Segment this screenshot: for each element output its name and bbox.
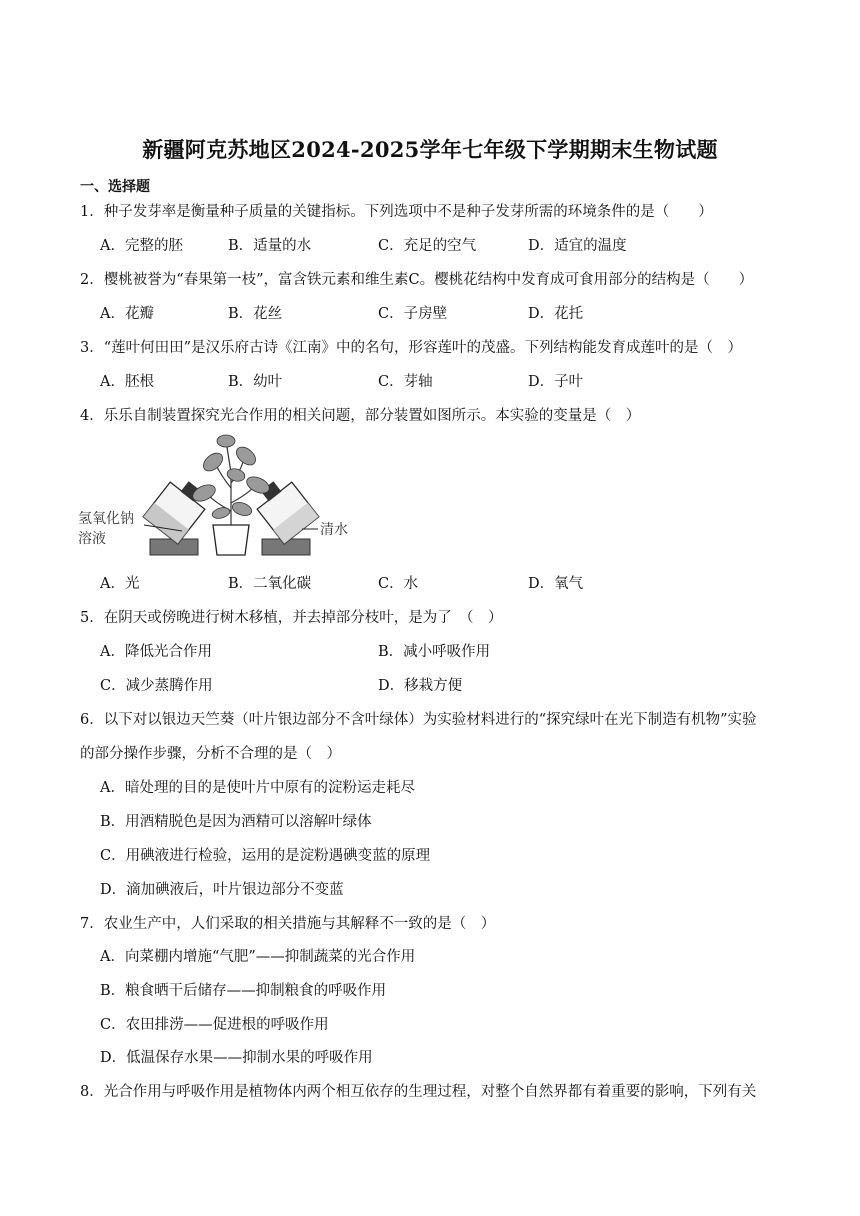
plant-experiment-diagram [76, 433, 366, 561]
question-7-stem: 7．农业生产中，人们采取的相关措施与其解释不一致的是（ ） [80, 916, 496, 932]
q7-option-c[interactable]: C．农田排涝——促进根的呼吸作用 [100, 1017, 329, 1033]
q5-option-c[interactable]: C．减少蒸腾作用 [100, 678, 213, 694]
question-4-stem: 4．乐乐自制装置探究光合作用的相关问题，部分装置如图所示。本实验的变量是（ ） [80, 408, 641, 424]
left-bottle [143, 473, 212, 544]
q3-option-d[interactable]: D．子叶 [528, 374, 584, 390]
q5-option-a[interactable]: A．降低光合作用 [100, 644, 212, 660]
q3-option-a[interactable]: A．胚根 [100, 374, 154, 390]
q4-option-c[interactable]: C．水 [378, 576, 419, 592]
exam-title: 新疆阿克苏地区2024-2025学年七年级下学期期末生物试题 [142, 137, 718, 162]
question-8-stem: 8．光合作用与呼吸作用是植物体内两个相互依存的生理过程，对整个自然界都有着重要的影响，下列有关 [80, 1084, 757, 1100]
section-heading: 一、选择题 [80, 179, 150, 195]
label-clear-water: 清水 [320, 522, 348, 538]
q1-option-d[interactable]: D．适宜的温度 [528, 238, 627, 254]
plant-pot [213, 525, 249, 555]
label-naoh-line1: 氢氧化钠 [78, 511, 134, 527]
q4-option-b[interactable]: B．二氧化碳 [228, 576, 312, 592]
q3-option-c[interactable]: C．芽轴 [378, 374, 433, 390]
q2-option-d[interactable]: D．花托 [528, 306, 584, 322]
experiment-figure [76, 433, 366, 565]
q7-option-d[interactable]: D．低温保存水果——抑制水果的呼吸作用 [100, 1050, 373, 1066]
q6-option-c[interactable]: C．用碘液进行检验，运用的是淀粉遇碘变蓝的原理 [100, 848, 431, 864]
q7-option-a[interactable]: A．向菜棚内增施“气肥”——抑制蔬菜的光合作用 [100, 949, 416, 965]
q4-option-d[interactable]: D．氧气 [528, 576, 584, 592]
question-3-stem: 3．“莲叶何田田”是汉乐府古诗《江南》中的名句，形容莲叶的茂盛。下列结构能发育成莲叶的是（ ） [80, 340, 743, 356]
question-6-stem-line1: 6．以下对以银边天竺葵（叶片银边部分不含叶绿体）为实验材料进行的“探究绿叶在光下制造有机物”实验 [80, 712, 757, 728]
q3-option-b[interactable]: B．幼叶 [228, 374, 283, 390]
question-1-stem: 1．种子发芽率是衡量种子质量的关键指标。下列选项中不是种子发芽所需的环境条件的是（ ） [80, 204, 713, 220]
label-naoh-line2: 溶液 [78, 531, 106, 547]
q6-option-a[interactable]: A．暗处理的目的是使叶片中原有的淀粉运走耗尽 [100, 780, 415, 796]
q7-option-b[interactable]: B．粮食晒干后储存——抑制粮食的呼吸作用 [100, 983, 387, 999]
q2-option-b[interactable]: B．花丝 [228, 306, 283, 322]
q1-option-c[interactable]: C．充足的空气 [378, 238, 477, 254]
q1-option-a[interactable]: A．完整的胚 [100, 238, 183, 254]
q1-option-b[interactable]: B．适量的水 [228, 238, 312, 254]
q6-option-d[interactable]: D．滴加碘液后，叶片银边部分不变蓝 [100, 882, 344, 898]
q6-option-b[interactable]: B．用酒精脱色是因为酒精可以溶解叶绿体 [100, 814, 372, 830]
q2-option-c[interactable]: C．子房壁 [378, 306, 448, 322]
question-6-stem-line2: 的部分操作步骤，分析不合理的是（ ） [80, 746, 341, 762]
q2-option-a[interactable]: A．花瓣 [100, 306, 154, 322]
question-2-stem: 2．樱桃被誉为“春果第一枝”，富含铁元素和维生素C。樱桃花结构中发育成可食用部分的结构是（ ） [80, 272, 754, 288]
q5-option-b[interactable]: B．减小呼吸作用 [378, 644, 491, 660]
q5-option-d[interactable]: D．移栽方便 [378, 678, 463, 694]
q4-option-a[interactable]: A．光 [100, 576, 140, 592]
question-5-stem: 5．在阴天或傍晚进行树木移植，并去掉部分枝叶，是为了 （ ） [80, 610, 503, 626]
